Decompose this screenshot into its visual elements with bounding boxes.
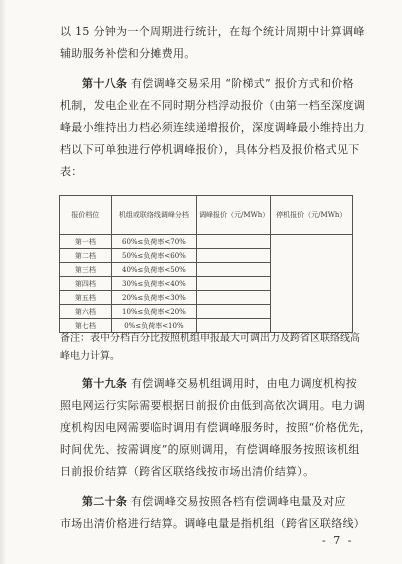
peak-price-cell	[197, 249, 271, 263]
article-18-line-2: 机制，发电企业在不同时期分档浮动报价（由第一档至深度调	[60, 99, 366, 112]
table-row	[60, 235, 353, 249]
range-cell: 30%≤负荷率<40%	[111, 277, 196, 291]
peak-price-cell	[197, 305, 271, 319]
table-header-row	[60, 196, 353, 235]
article-18-line-4: 档以下可单独进行停机调峰报价），具体分档及报价格式见下	[60, 143, 360, 156]
header-range: 机组或联络线调峰分档	[111, 196, 196, 235]
range-cell: 60%≤负荷率<70%	[111, 235, 196, 249]
note-line-1: 备注：表中分档百分比按照机组申报最大可调出力及跨省区联络线高	[60, 333, 360, 344]
tariff-table	[59, 195, 353, 333]
tier-cell: 第六档	[60, 305, 112, 319]
shutdown-price-cell	[270, 235, 352, 333]
peak-price-cell	[197, 263, 271, 277]
header-peak-price: 调峰报价（元/MWh）	[197, 196, 271, 235]
tier-cell: 第四档	[60, 277, 112, 291]
article-18-line-3: 峰最小维持出力档必须连续递增报价，深度调峰最小维持出力	[60, 121, 366, 134]
page-number: - 7 -	[322, 534, 354, 547]
article-19-line-3: 度机构因电网需要临时调用有偿调峰服务时，按照“价格优先，	[60, 421, 372, 434]
peak-price-cell	[197, 291, 271, 305]
article-18-text-1: 有偿调峰交易采用 “阶梯式” 报价方式和价格	[127, 77, 354, 90]
tier-cell: 第二档	[60, 249, 112, 263]
tier-cell: 第七档	[60, 319, 112, 333]
article-19-line-2: 照电网运行实际需要根据日前报价由低到高依次调用。电力调	[60, 399, 366, 412]
article-20-text-1: 有偿调峰交易按照各档有偿调峰电量及对应	[127, 495, 346, 508]
range-cell: 50%≤负荷率<60%	[111, 249, 196, 263]
header-tier: 报价档位	[60, 196, 112, 235]
article-18-line-1	[82, 74, 352, 93]
article-20-line-2: 市场出清价格进行结算。调峰电量是指机组（跨省区联络线）	[60, 517, 366, 530]
page-edge-shadow	[0, 0, 6, 564]
article-19-label: 第十九条	[82, 377, 128, 390]
article-20-label: 第二十条	[82, 495, 128, 508]
article-18-line-5: 表：	[60, 165, 83, 178]
range-cell: 20%≤负荷率<30%	[111, 291, 196, 305]
article-18-label: 第十八条	[82, 77, 128, 90]
tier-cell: 第一档	[60, 235, 112, 249]
table-note	[60, 330, 360, 366]
peak-price-cell	[197, 235, 271, 249]
article-19-line-4: 时间优先、按需调度”的原则调用，有偿调峰服务按照该机组	[60, 443, 360, 456]
article-20-line-1	[82, 492, 352, 511]
range-cell: 0%≤负荷率<10%	[111, 319, 196, 333]
range-cell: 10%≤负荷率<20%	[111, 305, 196, 319]
article-19-text-1: 有偿调峰交易机组调用时，由电力调度机构按	[127, 377, 357, 390]
tier-cell: 第三档	[60, 263, 112, 277]
tier-cell: 第五档	[60, 291, 112, 305]
range-cell: 40%≤负荷率<50%	[111, 263, 196, 277]
note-line-2: 峰电力计算。	[60, 351, 120, 362]
intro-line-1: 以 15 分钟为一个周期进行统计，在每个统计周期中计算调峰	[60, 25, 365, 38]
article-19-line-1	[82, 374, 357, 393]
intro-line-2: 辅助服务补偿和分摊费用。	[60, 47, 196, 60]
peak-price-cell	[197, 277, 271, 291]
article-19-line-5: 日前报价结算（跨省区联络线按市场出清价结算）。	[60, 465, 315, 478]
header-shutdown-price: 停机报价（元/MWh）	[270, 196, 352, 235]
